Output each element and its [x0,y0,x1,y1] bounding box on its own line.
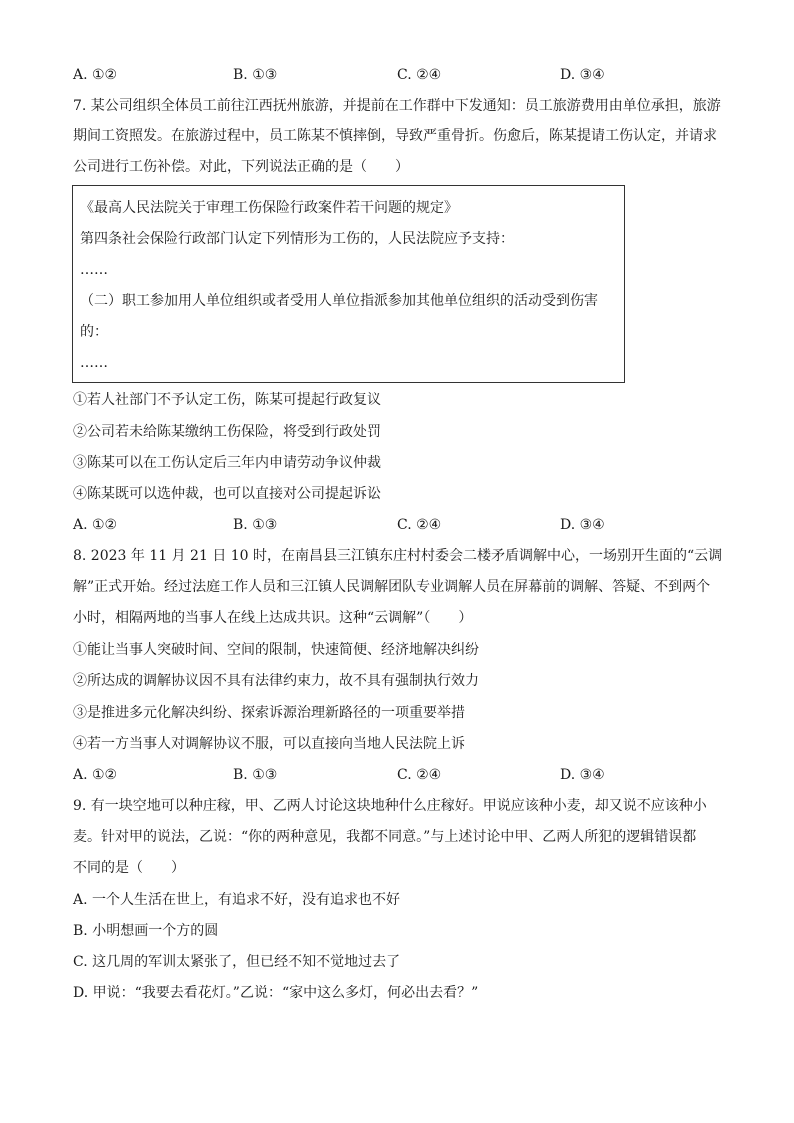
q9-choice-b[interactable]: B. 小明想画一个方的圆 [73,923,219,939]
excerpt-ellipsis: …… [80,262,108,278]
q8-statement: ①能让当事人突破时间、空间的限制，快速简便、经济地解决纠纷 [73,642,479,658]
q7-stem-line: 7. 某公司组织全体员工前往江西抚州旅游，并提前在工作群中下发通知：员工旅游费用由单位承担，旅游 [73,98,721,114]
legal-excerpt-box [72,185,625,383]
q7-stem-line: 期间工资照发。在旅游过程中，员工陈某不慎摔倒，导致严重骨折。伤愈后，陈某提请工伤认定，并请求 [73,128,717,144]
q7-option-b[interactable]: B. ①③ [233,517,278,533]
q9-stem-line: 麦。针对甲的说法，乙说：“你的两种意见，我都不同意。”与上述讨论中甲、乙两人所犯的逻辑错误都 [73,829,697,845]
q7-option-d[interactable]: D. ③④ [560,517,605,533]
q6-option-a[interactable]: A. ①② [73,67,118,83]
q9-choice-c[interactable]: C. 这几周的军训太紧张了，但已经不知不觉地过去了 [73,954,401,970]
q8-options [73,766,693,784]
q9-choice-d[interactable]: D. 甲说：“我要去看花灯。”乙说：“家中这么多灯，何必出去看？” [73,985,479,1001]
q8-statement: ④若一方当事人对调解协议不服，可以直接向当地人民法院上诉 [73,736,465,752]
q7-option-a[interactable]: A. ①② [73,517,118,533]
q8-stem-line: 解”正式开始。经过法庭工作人员和三江镇人民调解团队专业调解人员在屏幕前的调解、答疑、不到两个 [73,579,711,595]
excerpt-line: 的： [80,324,108,340]
q6-option-c[interactable]: C. ②④ [397,67,442,83]
q8-option-c[interactable]: C. ②④ [397,767,442,783]
excerpt-title: 《最高人民法院关于审理工伤保险行政案件若干问题的规定》 [80,200,458,216]
q8-option-b[interactable]: B. ①③ [233,767,278,783]
q6-options [73,66,693,84]
q8-option-d[interactable]: D. ③④ [560,767,605,783]
q7-statement: ②公司若未给陈某缴纳工伤保险，将受到行政处罚 [73,424,381,440]
q9-choice-a[interactable]: A. 一个人生活在世上，有追求不好，没有追求也不好 [73,892,401,908]
q9-stem-line: 9. 有一块空地可以种庄稼，甲、乙两人讨论这块地种什么庄稼好。甲说应该种小麦，却又说不应该种小 [73,798,707,814]
excerpt-ellipsis: …… [80,355,108,371]
q7-statement: ①若人社部门不予认定工伤，陈某可提起行政复议 [73,392,381,408]
excerpt-line: （二）职工参加用人单位组织或者受用人单位指派参加其他单位组织的活动受到伤害 [80,293,598,309]
q8-option-a[interactable]: A. ①② [73,767,118,783]
q8-stem-line: 小时，相隔两地的当事人在线上达成共识。这种“云调解”（ ） [73,610,473,626]
q7-statement: ③陈某可以在工伤认定后三年内申请劳动争议仲裁 [73,455,381,471]
q9-stem-line: 不同的是（ ） [73,860,185,876]
q8-stem-line: 8. 2023 年 11 月 21 日 10 时，在南昌县三江镇东庄村村委会二楼矛盾调解中心，一场别开生面的“云调 [73,548,723,564]
q6-option-b[interactable]: B. ①③ [233,67,278,83]
q8-statement: ③是推进多元化解决纠纷、探索诉源治理新路径的一项重要举措 [73,705,465,721]
excerpt-line: 第四条社会保险行政部门认定下列情形为工伤的，人民法院应予支持： [80,231,514,247]
q8-statement: ②所达成的调解协议因不具有法律约束力，故不具有强制执行效力 [73,673,479,689]
q7-statement: ④陈某既可以选仲裁，也可以直接对公司提起诉讼 [73,486,381,502]
q7-stem-line: 公司进行工伤补偿。对此，下列说法正确的是（ ） [73,159,409,175]
q7-option-c[interactable]: C. ②④ [397,517,442,533]
q7-options [73,516,693,534]
q6-option-d[interactable]: D. ③④ [560,67,605,83]
